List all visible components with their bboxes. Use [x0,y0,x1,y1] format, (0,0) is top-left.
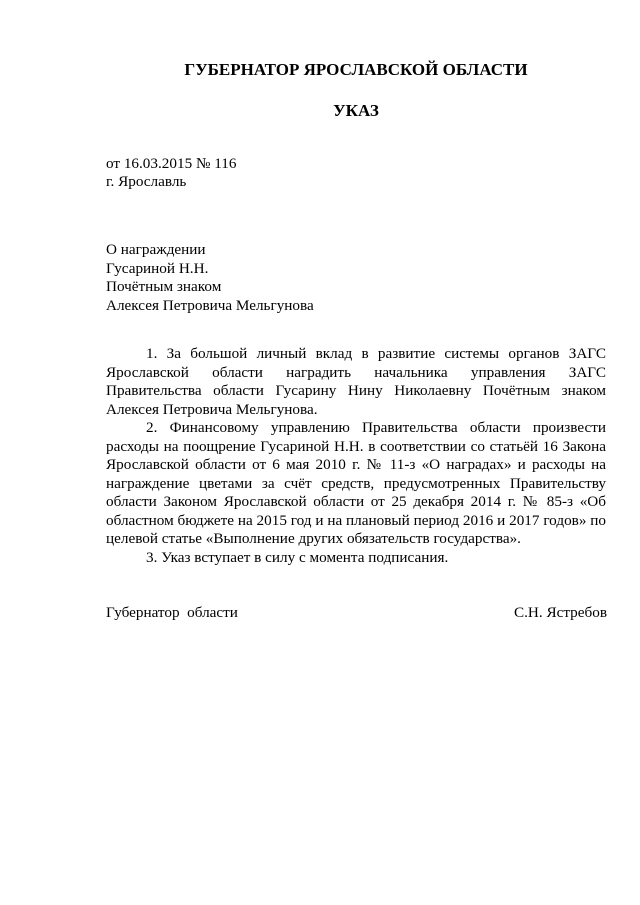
subject-line: Почётным знаком [106,278,222,295]
city: г. Ярославль [106,173,187,190]
subject-block [106,241,314,315]
paragraph-3: 3. Указ вступает в силу с момента подписания. [146,548,449,566]
subject-line: О награждении [106,241,206,258]
document-type: УКАЗ [333,101,379,120]
issuer-title: ГУБЕРНАТОР ЯРОСЛАВСКОЙ ОБЛАСТИ [184,60,528,79]
subject-line: Алексея Петровича Мельгунова [106,296,314,314]
signatory-position: Губернатор области [106,604,238,621]
subject-line: Гусариной Н.Н. [106,259,209,277]
date-number: от 16.03.2015 № 116 [106,155,237,172]
paragraph-2: 2. Финансовому управлению Правительства области произвести расходы на поощрение Гусариной Н.Н. в соответствии со статьёй 16 Закона Ярославской области от 6 мая 2010 г. № 11-з «О наградах» и расходы на награждение цветами за счёт средств, предусмотренных Правительству области Законом Ярославской области от 25 декабря 2014 г. № 85-з «Об областном бюджете на 2015 год и на плановый период 2016 и 2017 годов» по целевой статье «Выполнение других обязательств государства». [106,419,606,547]
decree-body [106,345,606,567]
signatory-name: С.Н. Ястребов [513,604,607,621]
paragraph-1: 1. За большой личный вклад в развитие системы органов ЗАГС Ярославской области наградить начальника управления ЗАГС Правительства области Гусарину Нину Николаевну Почётным знаком Алексея Петровича Мельгунова. [106,345,606,418]
